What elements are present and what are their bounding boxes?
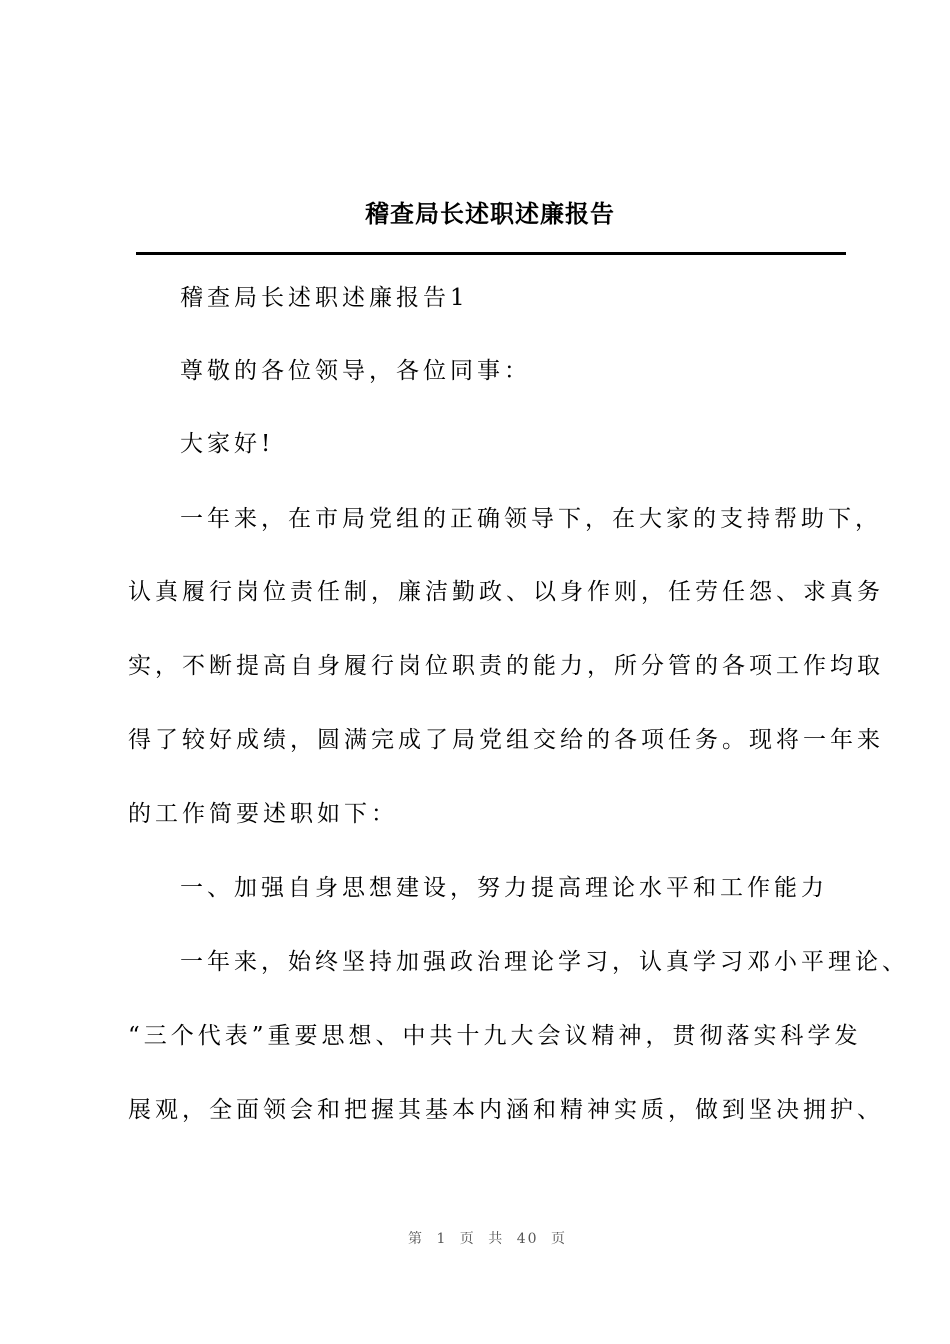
paragraph-line: “三个代表”重要思想、中共十九大会议精神，贯彻落实科学发: [128, 1023, 862, 1049]
paragraph-line: 一年来，始终坚持加强政治理论学习，认真学习邓小平理论、: [180, 949, 909, 975]
document-title: 稽查局长述职述廉报告: [365, 199, 615, 228]
salutation: 尊敬的各位领导，各位同事：: [180, 358, 531, 384]
page-number-footer: 第 1 页 共 40 页: [408, 1231, 567, 1247]
title-underline: [136, 252, 846, 255]
section-heading: 稽查局长述职述廉报告1: [180, 285, 469, 311]
paragraph-line: 得了较好成绩，圆满完成了局党组交给的各项任务。现将一年来: [128, 727, 884, 753]
subsection-heading: 一、加强自身思想建设，努力提高理论水平和工作能力: [180, 875, 828, 901]
paragraph-line: 展观，全面领会和把握其基本内涵和精神实质，做到坚决拥护、: [128, 1097, 884, 1123]
paragraph-line: 的工作简要述职如下：: [128, 801, 398, 827]
paragraph-line: 一年来，在市局党组的正确领导下，在大家的支持帮助下，: [180, 506, 882, 532]
paragraph-line: 实，不断提高自身履行岗位职责的能力，所分管的各项工作均取: [128, 653, 884, 679]
greeting: 大家好!: [180, 431, 275, 457]
paragraph-line: 认真履行岗位责任制，廉洁勤政、以身作则，任劳任怨、求真务: [128, 579, 884, 605]
